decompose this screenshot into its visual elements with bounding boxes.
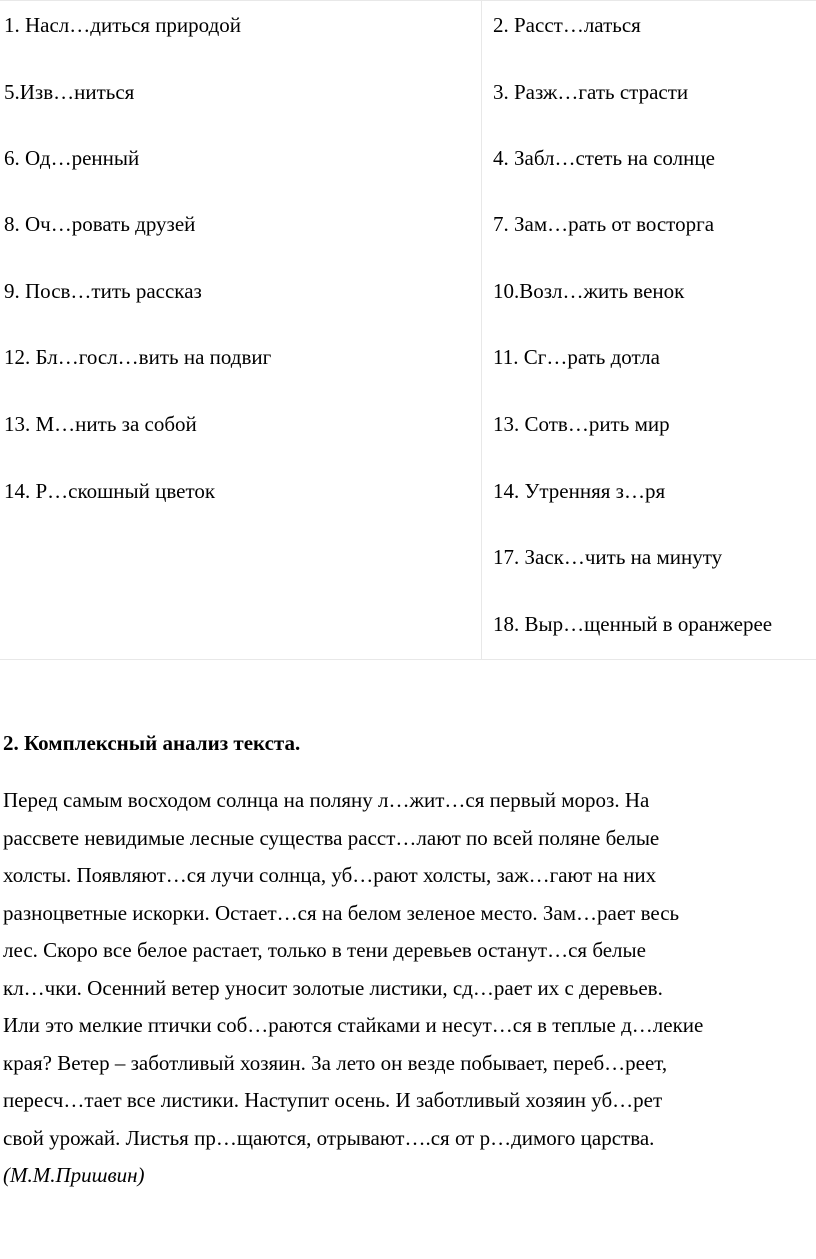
list-item: 9. Посв…тить рассказ bbox=[4, 279, 202, 303]
list-item: 13. Сотв…рить мир bbox=[493, 412, 670, 436]
section-title: 2. Комплексный анализ текста. bbox=[3, 731, 301, 755]
text-line: рассвете невидимые лесные существа расст…лают по всей поляне белые bbox=[3, 825, 660, 850]
list-item: 10.Возл…жить венок bbox=[493, 279, 685, 303]
text-line: кл…чки. Осенний ветер уносит золотые листики, сд…рает их с деревьев. bbox=[3, 975, 663, 1000]
left-column bbox=[0, 1, 482, 659]
list-item: 6. Од…ренный bbox=[4, 146, 140, 170]
text-line: Перед самым восходом солнца на поляну л…жит…ся первый мороз. На bbox=[3, 788, 650, 812]
text-line: разноцветные искорки. Остает…ся на белом зеленое место. Зам…рает весь bbox=[3, 900, 680, 925]
list-item: 12. Бл…госл…вить на подвиг bbox=[4, 345, 272, 369]
text-line: лес. Скоро все белое растает, только в тени деревьев останут…ся белые bbox=[3, 938, 646, 962]
text-line: Или это мелкие птички соб…раются стайками и несут…ся в теплые д…лекие bbox=[3, 1013, 704, 1037]
list-item: 4. Забл…стеть на солнце bbox=[493, 146, 715, 170]
list-item: 13. М…нить за собой bbox=[4, 412, 197, 436]
list-item: 7. Зам…рать от восторга bbox=[493, 212, 715, 236]
list-item: 1. Насл…диться природой bbox=[4, 13, 241, 37]
list-item: 14. Утренняя з…ря bbox=[493, 479, 666, 503]
list-item: 18. Выр…щенный в оранжерее bbox=[493, 612, 773, 636]
list-item: 14. Р…скошный цветок bbox=[4, 479, 216, 503]
list-item: 17. Заск…чить на минуту bbox=[493, 545, 723, 569]
text-passage bbox=[3, 786, 816, 1199]
text-line: пересч…тает все листики. Наступит осень. И заботливый хозяин уб…рет bbox=[3, 1088, 663, 1112]
text-line: свой урожай. Листья пр…щаются, отрывают….ся от р…димого царства. bbox=[3, 1125, 655, 1150]
list-item: 11. Сг…рать дотла bbox=[493, 345, 660, 369]
list-item: 5.Изв…ниться bbox=[4, 80, 135, 104]
right-column bbox=[482, 1, 816, 659]
list-item: 2. Расст…латься bbox=[493, 13, 641, 37]
list-item: 3. Разж…гать страсти bbox=[493, 80, 689, 104]
text-line: края? Ветер – заботливый хозяин. За лето он везде побывает, переб…реет, bbox=[3, 1050, 668, 1075]
author-attribution: (М.М.Пришвин) bbox=[3, 1163, 145, 1187]
text-line: холсты. Появляют…ся лучи солнца, уб…рают холсты, заж…гают на них bbox=[3, 863, 657, 887]
list-item: 8. Оч…ровать друзей bbox=[4, 212, 196, 236]
